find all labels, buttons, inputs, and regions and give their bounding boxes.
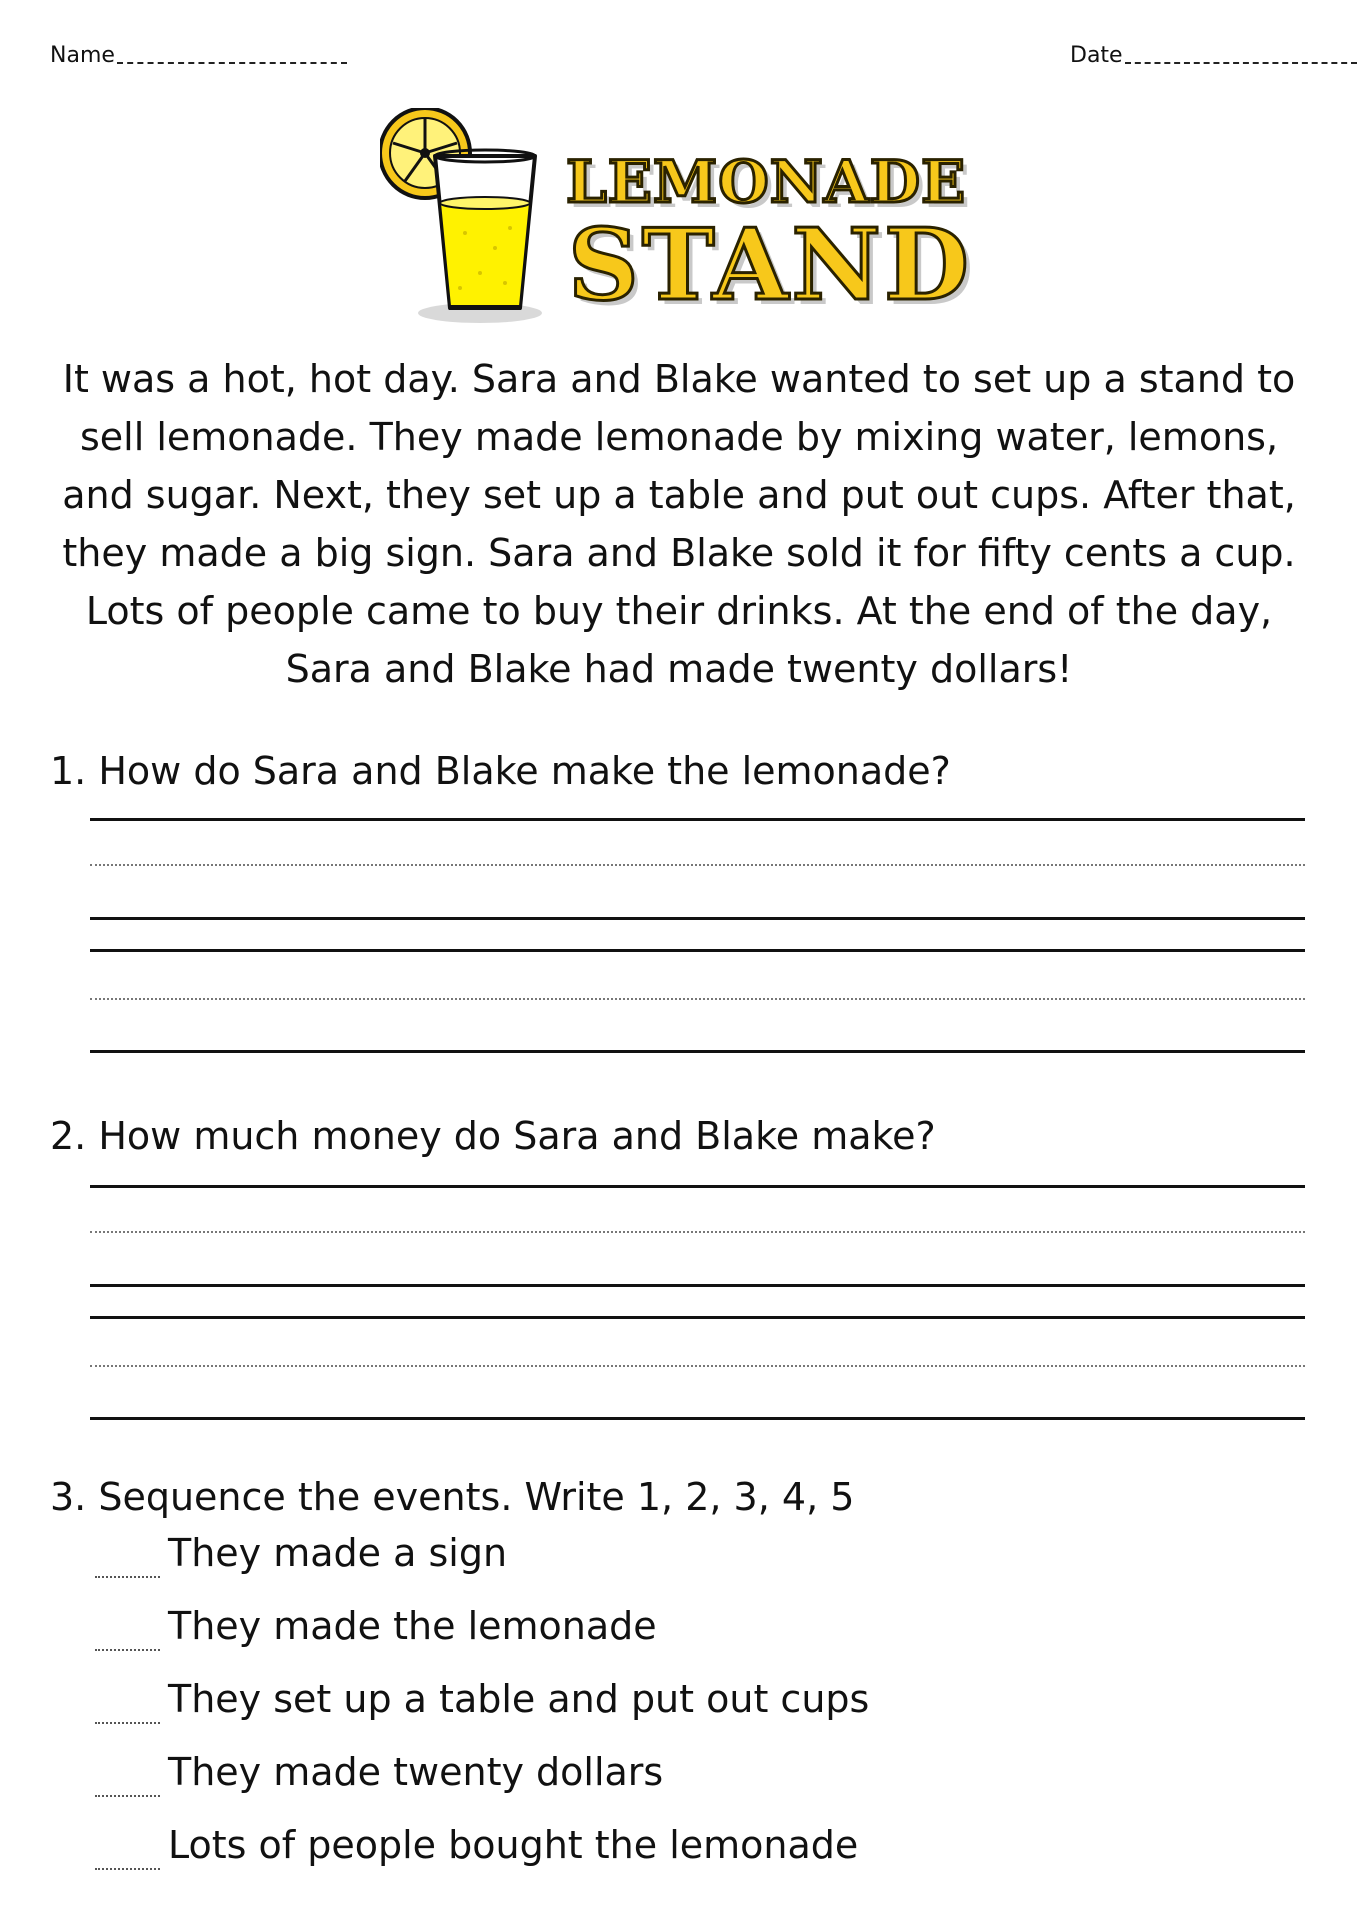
sequence-item	[95, 1822, 1095, 1895]
name-label: Name	[50, 43, 115, 68]
sequence-item	[95, 1749, 1095, 1822]
title-lemonade: LEMONADE	[566, 148, 967, 216]
name-field[interactable]	[50, 44, 347, 68]
reading-passage: It was a hot, hot day. Sara and Blake wanted to set up a stand to sell lemonade. They made lemonade by mixing water, lemons, and sugar. Next, they set up a table and put out cups. After that, they made a big sign. Sara and Blake sold it for fifty cents a cup. Lots of people came to buy their drinks. At the end of the day, Sara and Blake had made twenty dollars!	[62, 357, 1296, 691]
sequence-blank[interactable]	[95, 1603, 160, 1651]
date-label: Date	[1070, 43, 1123, 68]
question-2: 2. How much money do Sara and Blake make?	[50, 1114, 936, 1158]
sequence-text: Lots of people bought the lemonade	[168, 1823, 859, 1867]
answer-lines-2[interactable]	[90, 1185, 1305, 1425]
sequence-text: They made a sign	[168, 1531, 508, 1575]
sequence-text: They made the lemonade	[168, 1604, 657, 1648]
question-1: 1. How do Sara and Blake make the lemonade?	[50, 749, 951, 793]
sequence-blank[interactable]	[95, 1530, 160, 1578]
title-stand: STAND	[568, 208, 972, 323]
sequence-list	[95, 1530, 1095, 1895]
sequence-text: They set up a table and put out cups	[168, 1677, 870, 1721]
sequence-blank[interactable]	[95, 1822, 160, 1870]
sequence-text: They made twenty dollars	[168, 1750, 664, 1794]
sequence-item	[95, 1530, 1095, 1603]
date-field[interactable]	[1070, 44, 1357, 68]
name-blank[interactable]	[117, 62, 347, 64]
date-blank[interactable]	[1125, 62, 1357, 64]
sequence-item	[95, 1603, 1095, 1676]
answer-lines-1[interactable]	[90, 818, 1305, 1058]
sequence-item	[95, 1676, 1095, 1749]
sequence-blank[interactable]	[95, 1749, 160, 1797]
question-3: 3. Sequence the events. Write 1, 2, 3, 4, 5	[50, 1475, 855, 1519]
sequence-blank[interactable]	[95, 1676, 160, 1724]
